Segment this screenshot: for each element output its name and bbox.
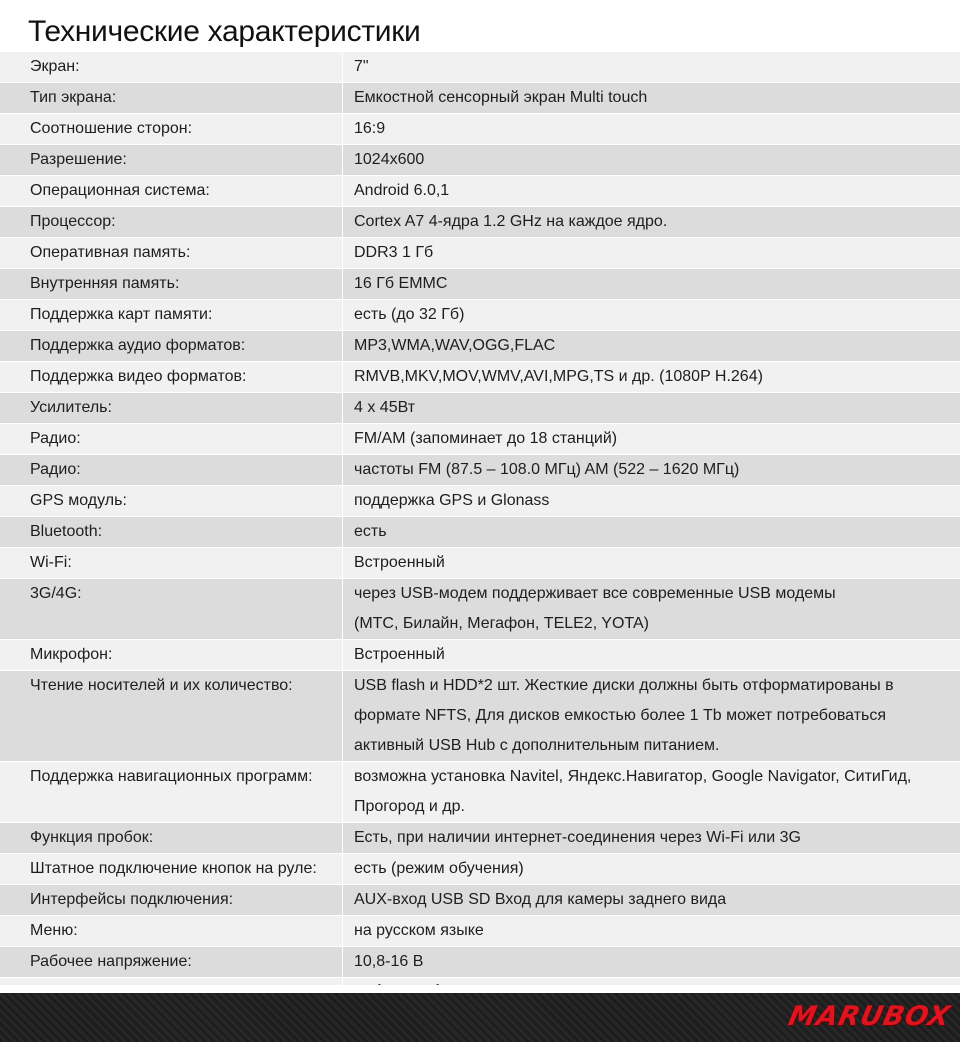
spec-value (343, 114, 960, 144)
spec-value-line: есть (до 32 Гб) (354, 306, 465, 323)
spec-value (343, 823, 960, 853)
spec-value (343, 300, 960, 330)
spec-label: Соотношение сторон: (0, 114, 343, 144)
spec-label: Интерфейсы подключения: (0, 885, 343, 915)
spec-label: Радио: (0, 455, 343, 485)
spec-value (343, 455, 960, 485)
table-row (0, 639, 960, 670)
spec-value-line: 16 Гб EMMC (354, 275, 448, 292)
spec-value (343, 269, 960, 299)
table-row (0, 82, 960, 113)
table-row (0, 392, 960, 423)
spec-label: Wi-Fi: (0, 548, 343, 578)
table-row (0, 113, 960, 144)
spec-label: Радио: (0, 424, 343, 454)
spec-value-line: Встроенный (354, 646, 445, 663)
spec-value-line: 7" (354, 58, 369, 75)
spec-value (343, 145, 960, 175)
spec-label: GPS модуль: (0, 486, 343, 516)
spec-value-line: Прогород и др. (354, 798, 465, 815)
spec-value-line: на русском языке (354, 922, 484, 939)
spec-value-line: 16:9 (354, 120, 386, 137)
spec-value (343, 424, 960, 454)
spec-label: Поддержка видео форматов: (0, 362, 343, 392)
spec-value-line: MP3,WMA,WAV,OGG,FLAC (354, 337, 556, 354)
spec-value (343, 238, 960, 268)
table-row (0, 853, 960, 884)
spec-value-line: RMVB,MKV,MOV,WMV,AVI,MPG,TS и др. (1080P H.264) (354, 368, 763, 385)
spec-value (343, 854, 960, 884)
spec-label: Штатное подключение кнопок на руле: (0, 854, 343, 884)
spec-value (343, 362, 960, 392)
spec-value-line: Cortex A7 4-ядра 1.2 GHz на каждое ядро. (354, 213, 668, 230)
spec-label: Усилитель: (0, 393, 343, 423)
spec-value (343, 393, 960, 423)
table-row (0, 516, 960, 547)
spec-value-line: есть (режим обучения) (354, 860, 524, 877)
table-row (0, 485, 960, 516)
spec-label: Процессор: (0, 207, 343, 237)
spec-value (343, 885, 960, 915)
spec-value-line: активный USB Hub с дополнительным питанием. (354, 737, 720, 754)
table-row (0, 547, 960, 578)
spec-label: Операционная система: (0, 176, 343, 206)
spec-value (343, 947, 960, 977)
spec-value-line: Емкостной сенсорный экран Multi touch (354, 89, 648, 106)
spec-label: Поддержка навигационных программ: (0, 762, 343, 822)
spec-value-line: 4 x 45Вт (354, 399, 416, 416)
table-row (0, 144, 960, 175)
spec-label: Поддержка карт памяти: (0, 300, 343, 330)
spec-label: Разрешение: (0, 145, 343, 175)
spec-value (343, 640, 960, 670)
spec-value-line: Android 6.0,1 (354, 182, 450, 199)
spec-value-line: Есть, при наличии интернет-соединения через Wi-Fi или 3G (354, 829, 801, 846)
table-row (0, 361, 960, 392)
table-row (0, 299, 960, 330)
spec-value (343, 916, 960, 946)
spec-label: Внутренняя память: (0, 269, 343, 299)
spec-label: Bluetooth: (0, 517, 343, 547)
spec-label: Оперативная память: (0, 238, 343, 268)
table-row (0, 330, 960, 361)
spec-value-line: DDR3 1 Гб (354, 244, 434, 261)
spec-value (343, 671, 960, 761)
table-row (0, 578, 960, 639)
spec-value-line: Встроенный (354, 554, 445, 571)
table-row (0, 206, 960, 237)
spec-value-line: формате NFTS, Для дисков емкостью более 1 Tb может потребоваться (354, 707, 887, 724)
spec-label: Чтение носителей и их количество: (0, 671, 343, 761)
page-title: Технические характеристики (28, 15, 421, 48)
spec-value-line: 1024x600 (354, 151, 425, 168)
spec-value-line: USB flash и HDD*2 шт. Жесткие диски должны быть отформатированы в (354, 677, 894, 694)
spec-label: Экран: (0, 52, 343, 82)
spec-value (343, 579, 960, 639)
spec-value (343, 486, 960, 516)
footer-gap (0, 985, 960, 993)
table-row (0, 822, 960, 853)
spec-value (343, 762, 960, 822)
spec-label: Функция пробок: (0, 823, 343, 853)
spec-label: Поддержка аудио форматов: (0, 331, 343, 361)
spec-value-line: AUX-вход USB SD Вход для камеры заднего вида (354, 891, 727, 908)
spec-value (343, 331, 960, 361)
table-row (0, 670, 960, 761)
spec-label: Рабочее напряжение: (0, 947, 343, 977)
table-row (0, 175, 960, 206)
spec-value (343, 207, 960, 237)
spec-value-line: FM/AM (запоминает до 18 станций) (354, 430, 618, 447)
table-row (0, 454, 960, 485)
table-row (0, 915, 960, 946)
spec-label: Тип экрана: (0, 83, 343, 113)
spec-value (343, 52, 960, 82)
table-row (0, 423, 960, 454)
table-row (0, 237, 960, 268)
brand-logo: MARUBOX (785, 1001, 954, 1032)
table-row (0, 946, 960, 977)
spec-label: Меню: (0, 916, 343, 946)
spec-value (343, 176, 960, 206)
spec-value-line: поддержка GPS и Glonass (354, 492, 550, 509)
spec-table (0, 51, 960, 1008)
spec-value (343, 548, 960, 578)
spec-label: 3G/4G: (0, 579, 343, 639)
spec-value-line: (МТС, Билайн, Мегафон, TELE2, YOTA) (354, 615, 650, 632)
table-row (0, 761, 960, 822)
spec-value-line: частоты FM (87.5 – 108.0 МГц) AM (522 – 1620 МГц) (354, 461, 740, 478)
table-row (0, 884, 960, 915)
spec-value-line: через USB-модем поддерживает все современные USB модемы (354, 585, 836, 602)
spec-value-line: возможна установка Navitel, Яндекс.Навигатор, Google Navigator, СитиГид, (354, 768, 912, 785)
spec-value-line: 10,8-16 В (354, 953, 424, 970)
spec-value (343, 517, 960, 547)
spec-value-line: есть (354, 523, 387, 540)
table-row (0, 51, 960, 82)
footer-bar (0, 993, 960, 1042)
table-row (0, 268, 960, 299)
spec-value (343, 83, 960, 113)
spec-label: Микрофон: (0, 640, 343, 670)
